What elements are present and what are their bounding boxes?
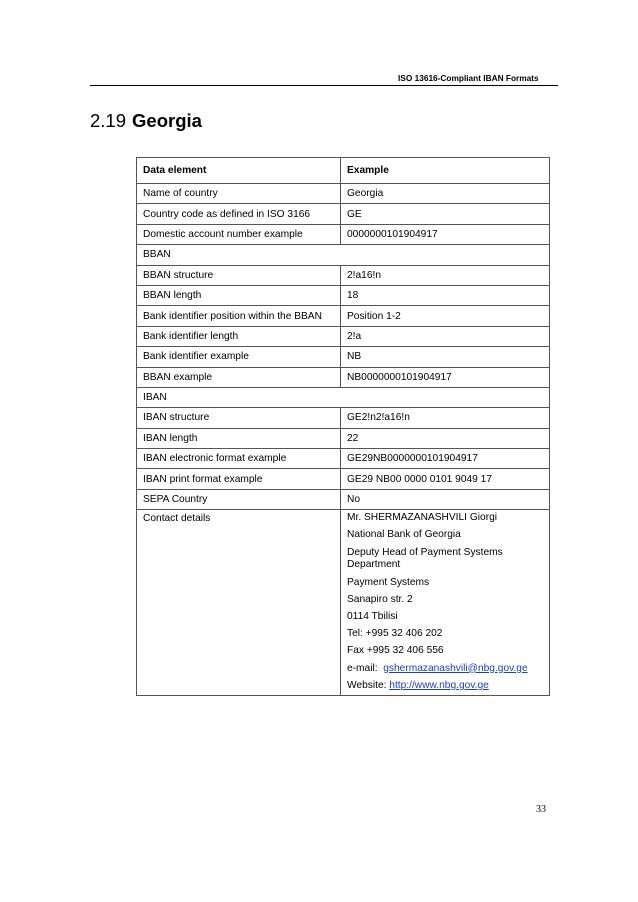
row-value: 2!a16!n bbox=[341, 265, 550, 285]
contact-website-line bbox=[347, 680, 543, 693]
row-label: IBAN length bbox=[137, 428, 341, 448]
table-row bbox=[137, 326, 550, 346]
row-label: Name of country bbox=[137, 184, 341, 204]
section-name: Georgia bbox=[132, 110, 202, 131]
contact-details-label: Contact details bbox=[137, 510, 341, 696]
row-value: GE2!n2!a16!n bbox=[341, 408, 550, 428]
table-row bbox=[137, 408, 550, 428]
row-value: GE bbox=[341, 204, 550, 224]
row-value: 2!a bbox=[341, 326, 550, 346]
row-label: IBAN print format example bbox=[137, 469, 341, 489]
row-value: No bbox=[341, 489, 550, 509]
row-label: SEPA Country bbox=[137, 489, 341, 509]
iban-heading: IBAN bbox=[137, 387, 550, 407]
table-row bbox=[137, 347, 550, 367]
table-row bbox=[137, 224, 550, 244]
column-header-data-element: Data element bbox=[137, 158, 341, 184]
bban-heading: BBAN bbox=[137, 245, 550, 265]
row-value: NB bbox=[341, 347, 550, 367]
row-label: Bank identifier length bbox=[137, 326, 341, 346]
table-row bbox=[137, 469, 550, 489]
row-label: IBAN electronic format example bbox=[137, 449, 341, 469]
table-row bbox=[137, 367, 550, 387]
table-row bbox=[137, 204, 550, 224]
row-value: GE29 NB00 0000 0101 9049 17 bbox=[341, 469, 550, 489]
row-label: Country code as defined in ISO 3166 bbox=[137, 204, 341, 224]
table-row bbox=[137, 285, 550, 305]
row-label: BBAN example bbox=[137, 367, 341, 387]
contact-department: Payment Systems bbox=[347, 576, 430, 588]
website-link[interactable]: http://www.nbg.gov.ge bbox=[389, 679, 489, 691]
contact-row bbox=[137, 510, 550, 696]
contact-position: Deputy Head of Payment Systems Department bbox=[347, 546, 503, 571]
header-rule bbox=[90, 85, 558, 86]
contact-name: Mr. SHERMAZANASHVILI Giorgi bbox=[347, 512, 498, 524]
row-label: BBAN length bbox=[137, 285, 341, 305]
table-row bbox=[137, 265, 550, 285]
table-row bbox=[137, 449, 550, 469]
row-value: Position 1-2 bbox=[341, 306, 550, 326]
page-number: 33 bbox=[536, 804, 546, 815]
row-label: BBAN structure bbox=[137, 265, 341, 285]
contact-street: Sanapiro str. 2 bbox=[347, 593, 413, 605]
bban-section-row bbox=[137, 245, 550, 265]
table-row bbox=[137, 489, 550, 509]
row-value: Georgia bbox=[341, 184, 550, 204]
table-header-row bbox=[137, 158, 550, 184]
table-row bbox=[137, 184, 550, 204]
row-label: Bank identifier position within the BBAN bbox=[137, 306, 341, 326]
column-header-example: Example bbox=[341, 158, 550, 184]
contact-city: 0114 Tbilisi bbox=[347, 610, 398, 622]
contact-organization: National Bank of Georgia bbox=[347, 529, 461, 541]
row-label: Domestic account number example bbox=[137, 224, 341, 244]
row-label: IBAN structure bbox=[137, 408, 341, 428]
contact-email-line bbox=[347, 663, 543, 676]
row-value: 0000000101904917 bbox=[341, 224, 550, 244]
section-title bbox=[90, 110, 202, 132]
running-header: ISO 13616-Compliant IBAN Formats bbox=[398, 73, 539, 83]
row-value: 18 bbox=[341, 285, 550, 305]
email-link[interactable]: gshermazanashvili@nbg.gov.ge bbox=[383, 662, 528, 674]
website-label: Website: bbox=[347, 679, 387, 691]
row-value: NB0000000101904917 bbox=[341, 367, 550, 387]
contact-fax: Fax +995 32 406 556 bbox=[347, 645, 444, 657]
contact-tel: Tel: +995 32 406 202 bbox=[347, 628, 443, 640]
iban-format-table bbox=[136, 157, 550, 696]
contact-details-value bbox=[341, 510, 550, 696]
table-row bbox=[137, 428, 550, 448]
row-label: Bank identifier example bbox=[137, 347, 341, 367]
email-label: e-mail: bbox=[347, 662, 378, 674]
row-value: GE29NB0000000101904917 bbox=[341, 449, 550, 469]
table-row bbox=[137, 306, 550, 326]
iban-section-row bbox=[137, 387, 550, 407]
row-value: 22 bbox=[341, 428, 550, 448]
section-number: 2.19 bbox=[90, 110, 127, 131]
